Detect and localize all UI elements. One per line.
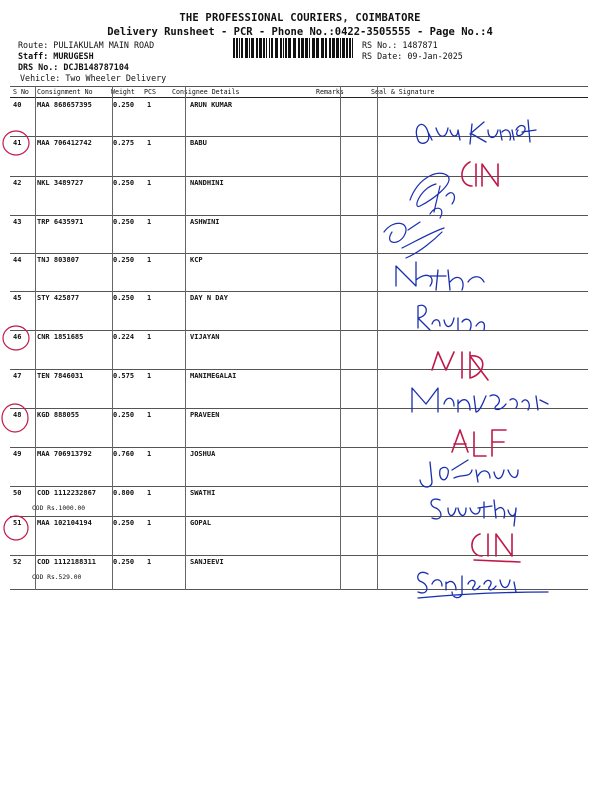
row-sno: 42 — [13, 179, 22, 187]
row-weight: 0.250 — [113, 411, 135, 419]
barcode-bar — [321, 38, 324, 58]
row-consignment: STY 425877 — [37, 294, 80, 302]
row-sno: 40 — [13, 101, 22, 109]
barcode-bar — [283, 38, 284, 58]
col-consignee: Consignee Details — [172, 88, 240, 96]
row-consignee: KCP — [190, 256, 203, 264]
barcode-bar — [239, 38, 240, 58]
row-weight: 0.250 — [113, 218, 135, 226]
row-consignee: GOPAL — [190, 519, 212, 527]
table-row-rule — [10, 589, 588, 590]
barcode-bar — [280, 38, 282, 58]
row-consignment: NKL 3489727 — [37, 179, 84, 187]
barcode-bar — [245, 38, 248, 58]
barcode-bar — [285, 38, 287, 58]
barcode-bar — [332, 38, 335, 58]
barcode-bar — [251, 38, 254, 58]
row-sno: 51 — [13, 519, 22, 527]
barcode-bar — [275, 38, 278, 58]
row-sno: 49 — [13, 450, 22, 458]
barcode-bar — [301, 38, 304, 58]
row-consignee: MANIMEGALAI — [190, 372, 237, 380]
row-pcs: 1 — [147, 139, 152, 147]
table-row-rule — [10, 136, 588, 137]
header-rule — [10, 97, 588, 98]
rs-date: RS Date: 09-Jan-2025 — [362, 51, 463, 61]
row-weight: 0.250 — [113, 256, 135, 264]
row-weight: 0.760 — [113, 450, 135, 458]
barcode-bar — [233, 38, 235, 58]
row-weight: 0.224 — [113, 333, 135, 341]
barcode-bar — [259, 38, 262, 58]
row-consignee: VIJAYAN — [190, 333, 220, 341]
row-weight: 0.800 — [113, 489, 135, 497]
barcode-bar — [346, 38, 348, 58]
row-weight: 0.250 — [113, 558, 135, 566]
table-top-rule — [10, 86, 588, 87]
row-weight: 0.275 — [113, 139, 135, 147]
row-pcs: 1 — [147, 450, 152, 458]
row-consignment: CNR 1851685 — [37, 333, 84, 341]
rs-number: RS No.: 1487871 — [362, 40, 438, 50]
row-consignment: MAA 706913792 — [37, 450, 92, 458]
row-sno: 44 — [13, 256, 22, 264]
barcode-bar — [336, 38, 339, 58]
col-consignment: Consignment No — [37, 88, 93, 96]
row-weight: 0.250 — [113, 101, 135, 109]
row-consignee: NANDHINI — [190, 179, 224, 187]
row-consignee: ARUN KUMAR — [190, 101, 233, 109]
barcode-bar — [312, 38, 315, 58]
row-sno: 50 — [13, 489, 22, 497]
row-consignment: COD 1112232867 — [37, 489, 97, 497]
row-consignee: DAY N DAY — [190, 294, 228, 302]
row-consignment: MAA 868657395 — [37, 101, 92, 109]
row-cod-amount: COD Rs.1000.00 — [32, 505, 86, 512]
row-pcs: 1 — [147, 489, 152, 497]
row-pcs: 1 — [147, 372, 152, 380]
col-sno: S No — [13, 88, 29, 96]
col-divider — [185, 86, 186, 590]
row-consignee: ASHWINI — [190, 218, 220, 226]
row-sno: 45 — [13, 294, 22, 302]
drs-number: DRS No.: DCJB148787104 — [18, 62, 129, 72]
row-sno: 46 — [13, 333, 22, 341]
row-weight: 0.250 — [113, 519, 135, 527]
col-weight: Weight — [111, 88, 135, 96]
row-consignee: SANJEEVI — [190, 558, 224, 566]
table-row-rule — [10, 291, 588, 292]
col-divider — [340, 86, 341, 590]
staff-label: Staff: MURUGESH — [18, 51, 94, 61]
row-sno: 41 — [13, 139, 22, 147]
barcode-bar — [305, 38, 308, 58]
row-pcs: 1 — [147, 333, 152, 341]
col-pcs: PCS — [144, 88, 156, 96]
row-weight: 0.250 — [113, 179, 135, 187]
barcode-bar — [236, 38, 238, 58]
barcode-bar — [293, 38, 296, 58]
barcode-bar — [269, 38, 270, 58]
table-row-rule — [10, 176, 588, 177]
table-row-rule — [10, 555, 588, 556]
barcode-bar — [271, 38, 273, 58]
barcode-bar — [340, 38, 341, 58]
barcode — [233, 38, 355, 58]
barcode-bar — [342, 38, 345, 58]
row-consignee: JOSHUA — [190, 450, 216, 458]
row-sno: 47 — [13, 372, 22, 380]
barcode-bar — [263, 38, 265, 58]
row-consignment: MAA 706412742 — [37, 139, 92, 147]
row-consignment: COD 1112188311 — [37, 558, 97, 566]
table-row-rule — [10, 486, 588, 487]
row-pcs: 1 — [147, 179, 152, 187]
row-pcs: 1 — [147, 101, 152, 109]
row-pcs: 1 — [147, 519, 152, 527]
barcode-bar — [352, 38, 353, 58]
barcode-bar — [256, 38, 258, 58]
row-cod-amount: COD Rs.529.00 — [32, 574, 82, 581]
vehicle-label: Vehicle: Two Wheeler Delivery — [20, 73, 167, 83]
row-sno: 43 — [13, 218, 22, 226]
row-consignee: SWATHI — [190, 489, 216, 497]
barcode-bar — [325, 38, 327, 58]
route-label: Route: PULIAKULAM MAIN ROAD — [18, 40, 155, 50]
row-sno: 52 — [13, 558, 22, 566]
col-remarks: Remarks — [316, 88, 344, 96]
col-seal-signature: Seal & Signature — [371, 88, 435, 96]
row-pcs: 1 — [147, 256, 152, 264]
barcode-bar — [288, 38, 291, 58]
barcode-bar — [309, 38, 310, 58]
table-row-rule — [10, 516, 588, 517]
barcode-bar — [298, 38, 300, 58]
barcode-bar — [329, 38, 331, 58]
table-row-rule — [10, 369, 588, 370]
row-consignment: TEN 7846031 — [37, 372, 84, 380]
row-consignment: TRP 6435971 — [37, 218, 84, 226]
barcode-bar — [316, 38, 319, 58]
col-divider — [377, 86, 378, 590]
row-consignment: MAA 102104194 — [37, 519, 92, 527]
row-consignment: KGD 888055 — [37, 411, 80, 419]
barcode-bar — [241, 38, 243, 58]
company-name: THE PROFESSIONAL COURIERS, COIMBATORE — [179, 12, 421, 24]
row-pcs: 1 — [147, 218, 152, 226]
row-consignee: PRAVEEN — [190, 411, 220, 419]
row-weight: 0.250 — [113, 294, 135, 302]
row-pcs: 1 — [147, 294, 152, 302]
row-consignee: BABU — [190, 139, 207, 147]
barcode-bar — [249, 38, 250, 58]
row-pcs: 1 — [147, 558, 152, 566]
barcode-bar — [266, 38, 267, 58]
row-pcs: 1 — [147, 411, 152, 419]
runsheet-title: Delivery Runsheet - PCR - Phone No.:0422-3505555 - Page No.:4 — [107, 26, 493, 38]
row-sno: 48 — [13, 411, 22, 419]
table-row-rule — [10, 408, 588, 409]
row-consignment: TNJ 803807 — [37, 256, 80, 264]
barcode-bar — [349, 38, 351, 58]
table-row-rule — [10, 253, 588, 254]
table-row-rule — [10, 330, 588, 331]
table-row-rule — [10, 447, 588, 448]
row-weight: 0.575 — [113, 372, 135, 380]
col-divider — [35, 86, 36, 590]
table-row-rule — [10, 215, 588, 216]
